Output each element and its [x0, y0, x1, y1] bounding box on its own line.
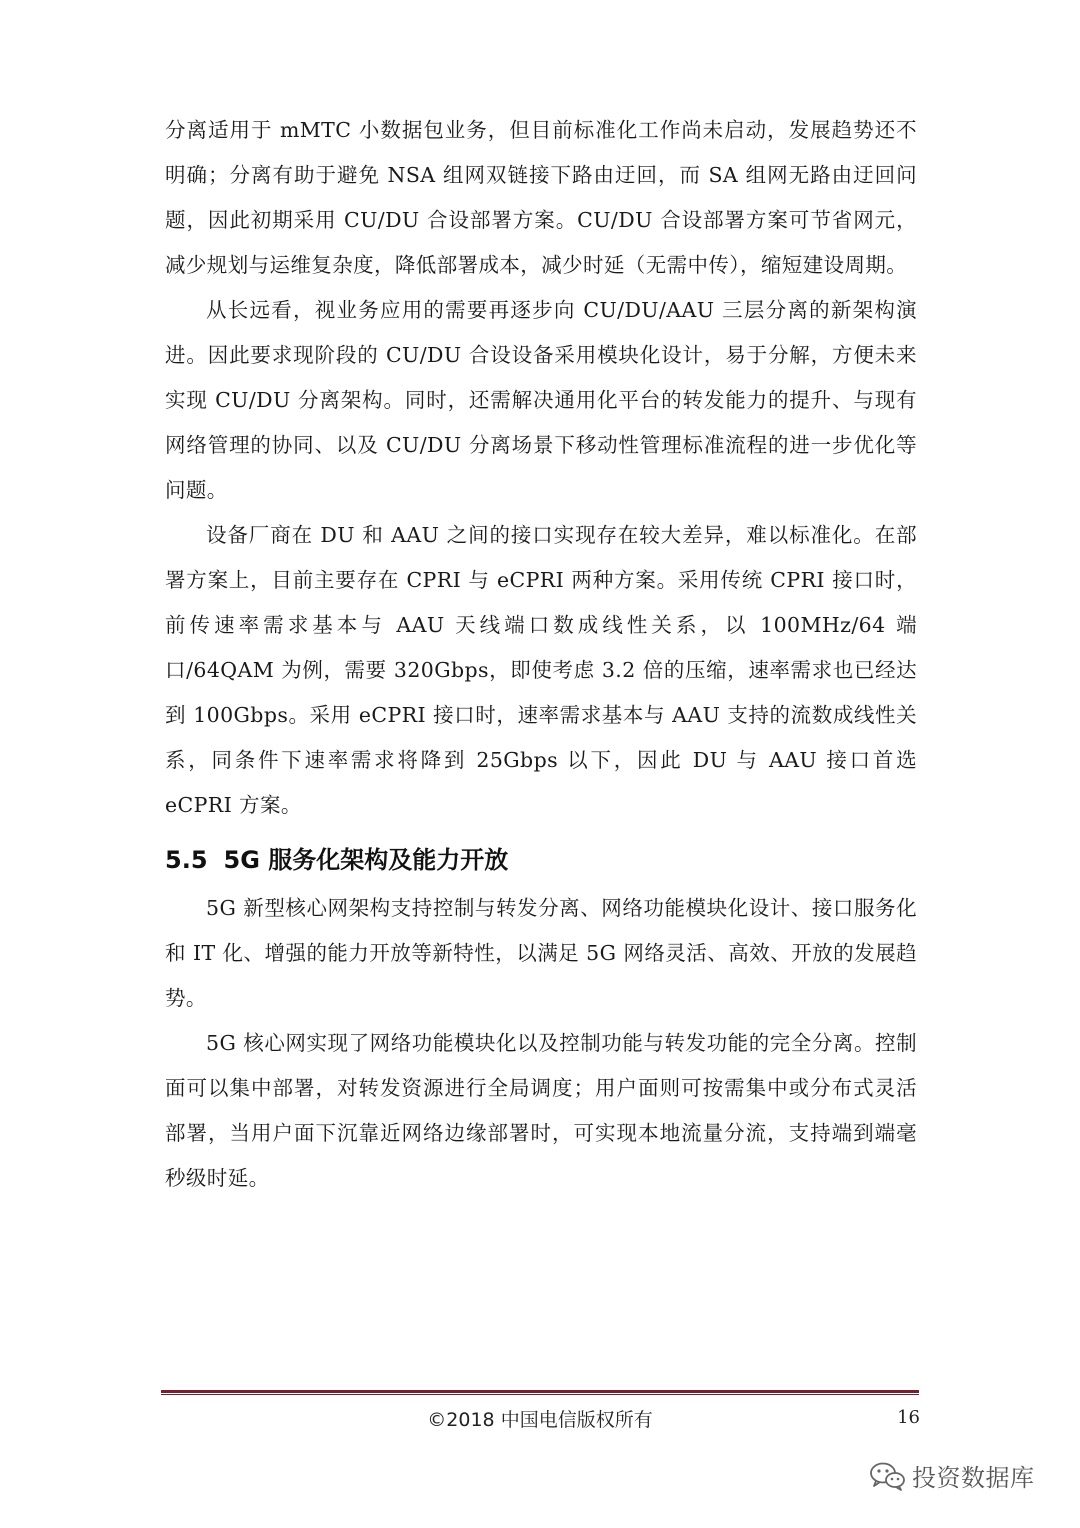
section-title: 5G 服务化架构及能力开放: [223, 846, 509, 874]
watermark: [868, 1458, 1035, 1493]
paragraph: 从长远看，视业务应用的需要再逐步向 CU/DU/AAU 三层分离的新架构演进。因此要求现阶段的 CU/DU 合设设备采用模块化设计，易于分解，方便未来实现 CU/DU 分离架构。同时，还需解决通用化平台的转发能力的提升、与现有网络管理的协同、以及 CU/DU 分离场景下移动性管理标准流程的进一步优化等问题。: [165, 298, 917, 502]
paragraph: 5G 新型核心网架构支持控制与转发分离、网络功能模块化设计、接口服务化和 IT 化、增强的能力开放等新特性，以满足 5G 网络灵活、高效、开放的发展趋势。: [165, 896, 917, 1010]
wechat-icon: [868, 1461, 906, 1491]
paragraph: 5G 核心网实现了网络功能模块化以及控制功能与转发功能的完全分离。控制面可以集中部署，对转发资源进行全局调度；用户面则可按需集中或分布式灵活部署，当用户面下沉靠近网络边缘部署时，可实现本地流量分流，支持端到端毫秒级时延。: [165, 1031, 917, 1190]
footer-divider: [161, 1390, 919, 1395]
paragraph: 设备厂商在 DU 和 AAU 之间的接口实现存在较大差异，难以标准化。在部署方案上，目前主要存在 CPRI 与 eCPRI 两种方案。采用传统 CPRI 接口时，前传速率需求基本与 AAU 天线端口数成线性关系，以 100MHz/64 端口/64QAM 为例，需要 320Gbps，即使考虑 3.2 倍的压缩，速率需求也已经达到 100Gbps。采用 eCPRI 接口时，速率需求基本与 AAU 支持的流数成线性关系，同条件下速率需求将降到 25Gbps 以下，因此 DU 与 AAU 接口首选 eCPRI 方案。: [165, 523, 917, 817]
body-text: [165, 108, 917, 1201]
section-number: 5.5: [165, 846, 208, 874]
page-number: 16: [897, 1407, 920, 1428]
section-heading: [165, 838, 917, 882]
paragraph-continuation: 分离适用于 mMTC 小数据包业务，但目前标准化工作尚未启动，发展趋势还不明确；分离有助于避免 NSA 组网双链接下路由迂回，而 SA 组网无路由迂回问题，因此初期采用 CU/DU 合设部署方案。CU/DU 合设部署方案可节省网元，减少规划与运维复杂度，降低部署成本，减少时延（无需中传），缩短建设周期。: [165, 118, 917, 277]
footer-copyright: ©2018 中国电信版权所有: [427, 1409, 653, 1431]
watermark-text: 投资数据库: [912, 1464, 1035, 1492]
